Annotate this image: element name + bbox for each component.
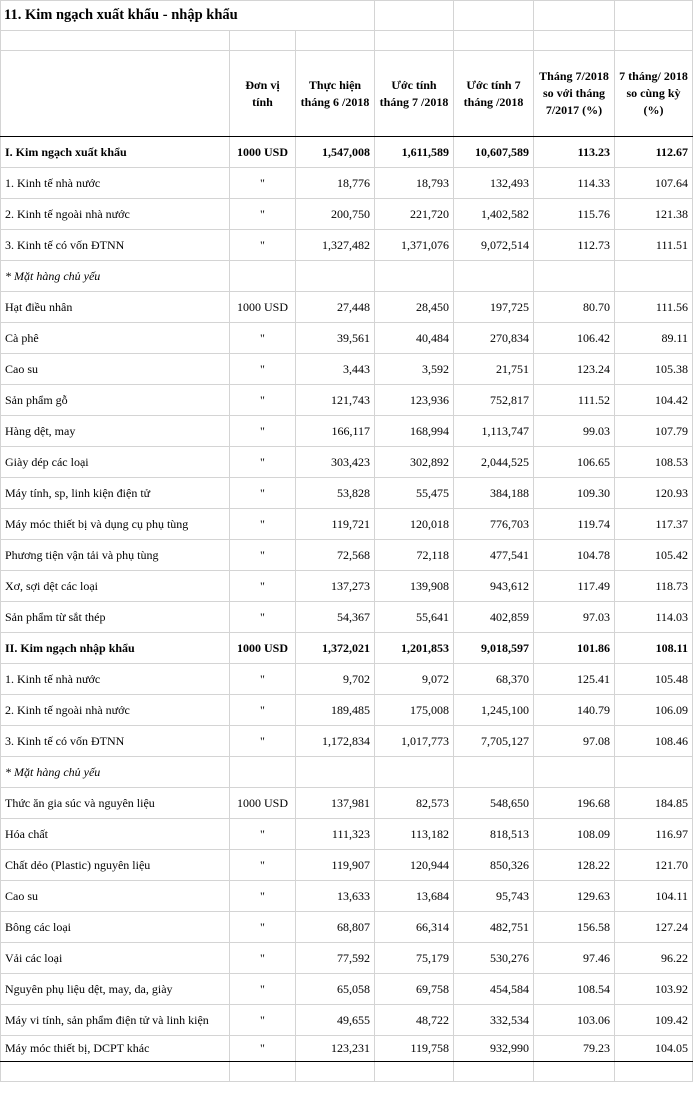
row-unit: 1000 USD (230, 292, 296, 323)
row-july-yoy: 103.06 (534, 1005, 615, 1036)
blank-cell (454, 1, 534, 31)
row-seven-month-yoy: 127.24 (615, 912, 693, 943)
header-seven-month-yoy: 7 tháng/ 2018 so cùng kỳ (%) (615, 51, 693, 137)
row-label: Sản phẩm gỗ (1, 385, 230, 416)
row-seven-month-yoy: 107.79 (615, 416, 693, 447)
row-july-yoy: 115.76 (534, 199, 615, 230)
row-july-yoy: 196.68 (534, 788, 615, 819)
table-row (1, 261, 693, 292)
row-july-yoy (534, 757, 615, 788)
row-unit: " (230, 571, 296, 602)
row-july-yoy: 129.63 (534, 881, 615, 912)
row-unit: " (230, 354, 296, 385)
row-july-yoy: 156.58 (534, 912, 615, 943)
row-july-yoy: 80.70 (534, 292, 615, 323)
row-seven-month-yoy: 111.51 (615, 230, 693, 261)
row-june-actual: 27,448 (296, 292, 375, 323)
table-row (1, 478, 693, 509)
row-label: Nguyên phụ liệu dệt, may, da, giày (1, 974, 230, 1005)
row-label: Máy móc thiết bị và dụng cụ phụ tùng (1, 509, 230, 540)
blank-cell (230, 31, 296, 51)
table-row (1, 1005, 693, 1036)
row-july-yoy: 128.22 (534, 850, 615, 881)
header-july-estimate: Ước tính tháng 7 /2018 (375, 51, 454, 137)
row-seven-month-yoy: 104.05 (615, 1036, 693, 1062)
table-row (1, 385, 693, 416)
row-seven-month-estimate: 752,817 (454, 385, 534, 416)
row-unit: " (230, 1005, 296, 1036)
row-label: Hạt điều nhân (1, 292, 230, 323)
row-july-yoy: 140.79 (534, 695, 615, 726)
row-july-estimate: 18,793 (375, 168, 454, 199)
table-row (1, 664, 693, 695)
row-july-yoy: 104.78 (534, 540, 615, 571)
row-june-actual: 1,172,834 (296, 726, 375, 757)
row-july-yoy: 111.52 (534, 385, 615, 416)
row-label: 2. Kinh tế ngoài nhà nước (1, 695, 230, 726)
row-unit: " (230, 912, 296, 943)
blank-cell (534, 1, 615, 31)
row-july-estimate (375, 757, 454, 788)
row-seven-month-estimate: 548,650 (454, 788, 534, 819)
row-seven-month-yoy: 104.11 (615, 881, 693, 912)
table-row (1, 602, 693, 633)
row-seven-month-estimate: 943,612 (454, 571, 534, 602)
row-july-estimate: 113,182 (375, 819, 454, 850)
row-june-actual: 119,907 (296, 850, 375, 881)
row-unit: " (230, 540, 296, 571)
row-seven-month-estimate: 9,072,514 (454, 230, 534, 261)
table-row (1, 850, 693, 881)
row-june-actual: 77,592 (296, 943, 375, 974)
row-june-actual: 68,807 (296, 912, 375, 943)
row-unit: " (230, 695, 296, 726)
row-july-yoy: 97.03 (534, 602, 615, 633)
row-seven-month-yoy: 111.56 (615, 292, 693, 323)
row-june-actual: 119,721 (296, 509, 375, 540)
table-row (1, 137, 693, 168)
row-seven-month-estimate: 132,493 (454, 168, 534, 199)
row-seven-month-yoy: 104.42 (615, 385, 693, 416)
row-seven-month-yoy: 89.11 (615, 323, 693, 354)
row-label: Bông các loại (1, 912, 230, 943)
row-seven-month-estimate: 95,743 (454, 881, 534, 912)
row-july-yoy: 119.74 (534, 509, 615, 540)
table-row (1, 509, 693, 540)
row-unit: " (230, 726, 296, 757)
blank-cell (615, 31, 693, 51)
blank-cell (1, 31, 230, 51)
row-label: * Mặt hàng chủ yếu (1, 757, 230, 788)
row-label: Máy móc thiết bị, DCPT khác (1, 1036, 230, 1062)
row-july-estimate: 120,944 (375, 850, 454, 881)
row-june-actual: 54,367 (296, 602, 375, 633)
table-row (1, 323, 693, 354)
row-unit: " (230, 1036, 296, 1062)
row-july-estimate: 119,758 (375, 1036, 454, 1062)
row-july-yoy: 101.86 (534, 633, 615, 664)
row-unit: " (230, 416, 296, 447)
row-label: Vải các loại (1, 943, 230, 974)
row-july-estimate: 302,892 (375, 447, 454, 478)
row-seven-month-estimate: 332,534 (454, 1005, 534, 1036)
row-unit: " (230, 230, 296, 261)
row-unit: " (230, 974, 296, 1005)
row-seven-month-yoy: 108.46 (615, 726, 693, 757)
table-row (1, 695, 693, 726)
row-unit (230, 757, 296, 788)
row-june-actual: 166,117 (296, 416, 375, 447)
blank-cell (375, 1062, 454, 1082)
table-row (1, 633, 693, 664)
row-july-estimate: 13,684 (375, 881, 454, 912)
row-unit: " (230, 168, 296, 199)
row-unit: " (230, 323, 296, 354)
row-seven-month-estimate: 482,751 (454, 912, 534, 943)
table-row (1, 788, 693, 819)
row-june-actual: 65,058 (296, 974, 375, 1005)
row-july-yoy: 113.23 (534, 137, 615, 168)
row-july-estimate: 221,720 (375, 199, 454, 230)
row-june-actual: 39,561 (296, 323, 375, 354)
row-unit: " (230, 602, 296, 633)
row-seven-month-yoy (615, 757, 693, 788)
row-seven-month-estimate: 776,703 (454, 509, 534, 540)
row-seven-month-yoy: 118.73 (615, 571, 693, 602)
blank-cell (534, 1062, 615, 1082)
row-june-actual: 200,750 (296, 199, 375, 230)
row-seven-month-yoy: 96.22 (615, 943, 693, 974)
row-unit: " (230, 509, 296, 540)
row-july-estimate: 139,908 (375, 571, 454, 602)
row-seven-month-estimate: 850,326 (454, 850, 534, 881)
row-july-estimate: 75,179 (375, 943, 454, 974)
row-july-estimate: 1,201,853 (375, 633, 454, 664)
row-july-estimate: 66,314 (375, 912, 454, 943)
row-june-actual: 49,655 (296, 1005, 375, 1036)
table-row (1, 912, 693, 943)
row-unit: " (230, 664, 296, 695)
row-seven-month-yoy: 116.97 (615, 819, 693, 850)
row-label: Thức ăn gia súc và nguyên liệu (1, 788, 230, 819)
blank-cell (230, 1062, 296, 1082)
row-seven-month-yoy: 105.38 (615, 354, 693, 385)
row-label: Cao su (1, 354, 230, 385)
row-july-estimate: 69,758 (375, 974, 454, 1005)
row-seven-month-yoy: 121.70 (615, 850, 693, 881)
row-seven-month-estimate: 818,513 (454, 819, 534, 850)
row-june-actual: 18,776 (296, 168, 375, 199)
row-seven-month-estimate: 270,834 (454, 323, 534, 354)
row-seven-month-yoy: 117.37 (615, 509, 693, 540)
row-seven-month-yoy: 103.92 (615, 974, 693, 1005)
row-label: Hóa chất (1, 819, 230, 850)
row-seven-month-estimate: 402,859 (454, 602, 534, 633)
row-seven-month-estimate (454, 261, 534, 292)
row-label: Giày dép các loại (1, 447, 230, 478)
row-seven-month-yoy: 120.93 (615, 478, 693, 509)
blank-cell (454, 1062, 534, 1082)
table-row (1, 168, 693, 199)
table-row (1, 881, 693, 912)
row-june-actual: 111,323 (296, 819, 375, 850)
row-july-estimate: 55,641 (375, 602, 454, 633)
row-july-yoy: 114.33 (534, 168, 615, 199)
row-label: 1. Kinh tế nhà nước (1, 168, 230, 199)
row-july-estimate: 82,573 (375, 788, 454, 819)
row-seven-month-yoy: 105.42 (615, 540, 693, 571)
blank-cell (615, 1, 693, 31)
blank-cell (1, 1062, 230, 1082)
row-july-yoy: 125.41 (534, 664, 615, 695)
header-row (1, 51, 693, 137)
row-unit: " (230, 819, 296, 850)
row-seven-month-estimate: 477,541 (454, 540, 534, 571)
header-seven-month-estimate: Ước tính 7 tháng /2018 (454, 51, 534, 137)
row-unit: 1000 USD (230, 633, 296, 664)
row-unit: " (230, 385, 296, 416)
table-row (1, 974, 693, 1005)
row-label: 1. Kinh tế nhà nước (1, 664, 230, 695)
spacer-row (1, 31, 693, 51)
row-june-actual: 13,633 (296, 881, 375, 912)
row-unit: " (230, 478, 296, 509)
row-unit: " (230, 199, 296, 230)
blank-cell (375, 31, 454, 51)
row-label: Cao su (1, 881, 230, 912)
row-seven-month-estimate: 21,751 (454, 354, 534, 385)
row-seven-month-estimate: 932,990 (454, 1036, 534, 1062)
row-july-estimate: 72,118 (375, 540, 454, 571)
row-label: 3. Kinh tế có vốn ĐTNN (1, 230, 230, 261)
row-unit (230, 261, 296, 292)
table-row (1, 416, 693, 447)
blank-cell (296, 1062, 375, 1082)
row-july-estimate: 40,484 (375, 323, 454, 354)
row-july-yoy: 97.08 (534, 726, 615, 757)
row-label: * Mặt hàng chủ yếu (1, 261, 230, 292)
row-june-actual: 72,568 (296, 540, 375, 571)
row-july-estimate: 175,008 (375, 695, 454, 726)
table-row (1, 1036, 693, 1062)
row-june-actual: 53,828 (296, 478, 375, 509)
row-july-yoy: 117.49 (534, 571, 615, 602)
row-july-yoy: 108.54 (534, 974, 615, 1005)
row-label: Xơ, sợi dệt các loại (1, 571, 230, 602)
row-label: Hàng dệt, may (1, 416, 230, 447)
row-july-estimate (375, 261, 454, 292)
row-june-actual: 9,702 (296, 664, 375, 695)
row-july-yoy: 97.46 (534, 943, 615, 974)
header-july-yoy: Tháng 7/2018 so với tháng 7/2017 (%) (534, 51, 615, 137)
row-july-estimate: 1,017,773 (375, 726, 454, 757)
table-row (1, 230, 693, 261)
row-seven-month-estimate: 1,113,747 (454, 416, 534, 447)
table-title: 11. Kim ngạch xuất khẩu - nhập khẩu (1, 1, 375, 31)
row-july-estimate: 3,592 (375, 354, 454, 385)
row-seven-month-estimate: 68,370 (454, 664, 534, 695)
blank-cell (375, 1, 454, 31)
blank-cell (615, 1062, 693, 1082)
row-june-actual: 137,981 (296, 788, 375, 819)
row-seven-month-yoy: 184.85 (615, 788, 693, 819)
row-seven-month-estimate: 1,402,582 (454, 199, 534, 230)
row-unit: 1000 USD (230, 788, 296, 819)
row-july-estimate: 9,072 (375, 664, 454, 695)
row-july-yoy: 109.30 (534, 478, 615, 509)
row-july-estimate: 120,018 (375, 509, 454, 540)
row-seven-month-yoy: 109.42 (615, 1005, 693, 1036)
row-june-actual: 3,443 (296, 354, 375, 385)
row-label: Máy tính, sp, linh kiện điện tử (1, 478, 230, 509)
blank-cell (534, 31, 615, 51)
row-seven-month-yoy: 106.09 (615, 695, 693, 726)
row-july-yoy: 106.42 (534, 323, 615, 354)
row-seven-month-yoy: 107.64 (615, 168, 693, 199)
blank-cell (454, 31, 534, 51)
row-july-yoy: 79.23 (534, 1036, 615, 1062)
row-july-yoy: 99.03 (534, 416, 615, 447)
row-label: 2. Kinh tế ngoài nhà nước (1, 199, 230, 230)
row-seven-month-estimate: 197,725 (454, 292, 534, 323)
row-july-yoy: 123.24 (534, 354, 615, 385)
row-unit: 1000 USD (230, 137, 296, 168)
row-june-actual: 189,485 (296, 695, 375, 726)
table-row (1, 819, 693, 850)
row-july-yoy: 108.09 (534, 819, 615, 850)
row-july-estimate: 1,611,589 (375, 137, 454, 168)
row-unit: " (230, 943, 296, 974)
table-row (1, 540, 693, 571)
row-label: Máy vi tính, sản phẩm điện tử và linh kiện (1, 1005, 230, 1036)
row-label: 3. Kinh tế có vốn ĐTNN (1, 726, 230, 757)
row-seven-month-estimate: 9,018,597 (454, 633, 534, 664)
row-label: Chất dẻo (Plastic) nguyên liệu (1, 850, 230, 881)
row-seven-month-estimate: 2,044,525 (454, 447, 534, 478)
row-june-actual (296, 261, 375, 292)
title-row (1, 1, 693, 31)
table-row (1, 571, 693, 602)
table-row (1, 292, 693, 323)
row-unit: " (230, 881, 296, 912)
table-row (1, 943, 693, 974)
row-june-actual: 121,743 (296, 385, 375, 416)
row-seven-month-estimate: 384,188 (454, 478, 534, 509)
row-seven-month-estimate (454, 757, 534, 788)
row-july-yoy: 112.73 (534, 230, 615, 261)
row-july-yoy (534, 261, 615, 292)
row-seven-month-yoy: 121.38 (615, 199, 693, 230)
row-seven-month-yoy: 108.11 (615, 633, 693, 664)
row-july-estimate: 123,936 (375, 385, 454, 416)
row-june-actual: 137,273 (296, 571, 375, 602)
row-june-actual (296, 757, 375, 788)
row-june-actual: 1,547,008 (296, 137, 375, 168)
table-row (1, 726, 693, 757)
row-unit: " (230, 850, 296, 881)
row-june-actual: 1,327,482 (296, 230, 375, 261)
row-seven-month-yoy: 114.03 (615, 602, 693, 633)
row-seven-month-estimate: 10,607,589 (454, 137, 534, 168)
header-june-actual: Thực hiện tháng 6 /2018 (296, 51, 375, 137)
row-july-yoy: 106.65 (534, 447, 615, 478)
row-seven-month-yoy: 105.48 (615, 664, 693, 695)
row-june-actual: 123,231 (296, 1036, 375, 1062)
row-seven-month-yoy (615, 261, 693, 292)
row-july-estimate: 48,722 (375, 1005, 454, 1036)
row-label: II. Kim ngạch nhập khẩu (1, 633, 230, 664)
row-unit: " (230, 447, 296, 478)
table-row (1, 757, 693, 788)
row-label: Phương tiện vận tải và phụ tùng (1, 540, 230, 571)
row-label: Cà phê (1, 323, 230, 354)
table-row (1, 447, 693, 478)
header-label (1, 51, 230, 137)
row-seven-month-yoy: 112.67 (615, 137, 693, 168)
row-seven-month-estimate: 530,276 (454, 943, 534, 974)
row-july-estimate: 55,475 (375, 478, 454, 509)
row-seven-month-estimate: 7,705,127 (454, 726, 534, 757)
table-row (1, 354, 693, 385)
blank-cell (296, 31, 375, 51)
row-seven-month-yoy: 108.53 (615, 447, 693, 478)
row-label: Sản phẩm từ sắt thép (1, 602, 230, 633)
row-seven-month-estimate: 1,245,100 (454, 695, 534, 726)
row-july-estimate: 28,450 (375, 292, 454, 323)
row-june-actual: 1,372,021 (296, 633, 375, 664)
row-seven-month-estimate: 454,584 (454, 974, 534, 1005)
header-unit: Đơn vị tính (230, 51, 296, 137)
row-july-estimate: 168,994 (375, 416, 454, 447)
row-july-estimate: 1,371,076 (375, 230, 454, 261)
row-label: I. Kim ngạch xuất khẩu (1, 137, 230, 168)
table-row (1, 199, 693, 230)
row-june-actual: 303,423 (296, 447, 375, 478)
blank-row (1, 1062, 693, 1082)
